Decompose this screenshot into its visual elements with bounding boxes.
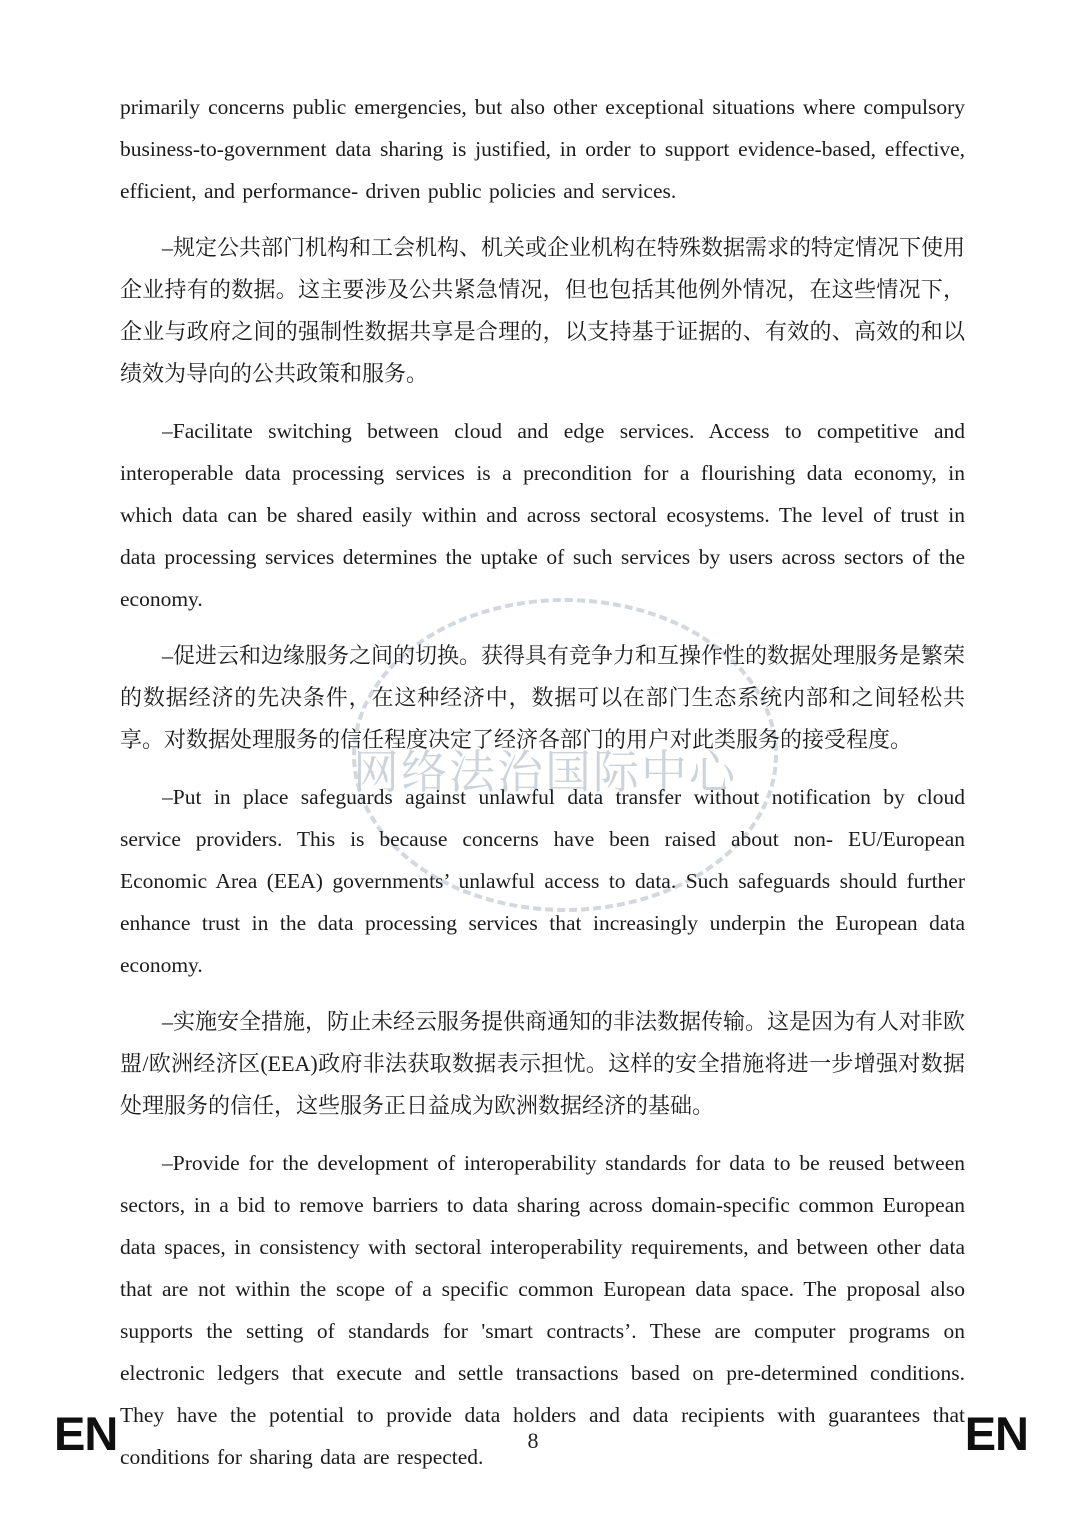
paragraph-zh-provide-use-of-data: –规定公共部门机构和工会机构、机关或企业机构在特殊数据需求的特定情况下使用企业持有的数据。这主要涉及公共紧急情况，但也包括其他例外情况，在这些情况下，企业与政府之间的强制性数据共享是合理的，以支持基于证据的、有效的、高效的和以绩效为导向的公共政策和服务。 — [120, 235, 966, 386]
paragraph-zh-safeguards: –实施安全措施，防止未经云服务提供商通知的非法数据传输。这是因为有人对非欧盟/欧洲经济区(EEA)政府非法获取数据表示担忧。这样的安全措施将进一步增强对数据处理服务的信任，这些服务正日益成为欧洲数据经济的基础。 — [120, 1009, 966, 1118]
paragraph-en-safeguards: –Put in place safeguards against unlawful data transfer without notification by cloud service providers. This is because concerns have been raised about non- EU/European Economic Area (EEA) governments’ unlawful access to data. Such safeguards should further enhance trust in the data processing services that increasingly underpin the European data economy. — [120, 785, 965, 977]
page-number: 8 — [527, 1428, 539, 1453]
watermark-text: 网络法治国际中心 — [353, 746, 737, 798]
footer-language-code-left: EN — [54, 1407, 118, 1460]
paragraph-en-interoperability: –Provide for the development of interoperability standards for data to be reused between sectors, in a bid to remove barriers to data sharing across domain-specific common European data spaces, in consistency with sectoral interoperability requirements, and between other data that are not within the scope of a specific common European data space. The proposal also supports the setting of standards for 'smart contracts’. These are computer programs on electronic ledgers that execute and settle transactions based on pre-determined conditions. They have the potential to provide data holders and data recipients with guarantees that conditions for sharing data are respected. — [120, 1151, 965, 1469]
paragraph-en-facilitate-switching: –Facilitate switching between cloud and edge services. Access to competitive and interoperable data processing services is a precondition for a flourishing data economy, in which data can be shared easily within and across sectoral ecosystems. The level of trust in data processing services determines the uptake of such services by users across sectors of the economy. — [120, 419, 965, 611]
document-body — [120, 86, 965, 1493]
paragraph-en-continuation: primarily concerns public emergencies, but also other exceptional situations where compulsory business-to-government data sharing is justified, in order to support evidence-based, effective, efficient, and performance- driven public policies and services. — [120, 95, 965, 203]
paragraph-zh-facilitate-switching: –促进云和边缘服务之间的切换。获得具有竞争力和互操作性的数据处理服务是繁荣的数据经济的先决条件，在这种经济中，数据可以在部门生态系统内部和之间轻松共享。对数据处理服务的信任程度决定了经济各部门的用户对此类服务的接受程度。 — [120, 643, 966, 752]
footer-language-code-right: EN — [964, 1407, 1028, 1460]
